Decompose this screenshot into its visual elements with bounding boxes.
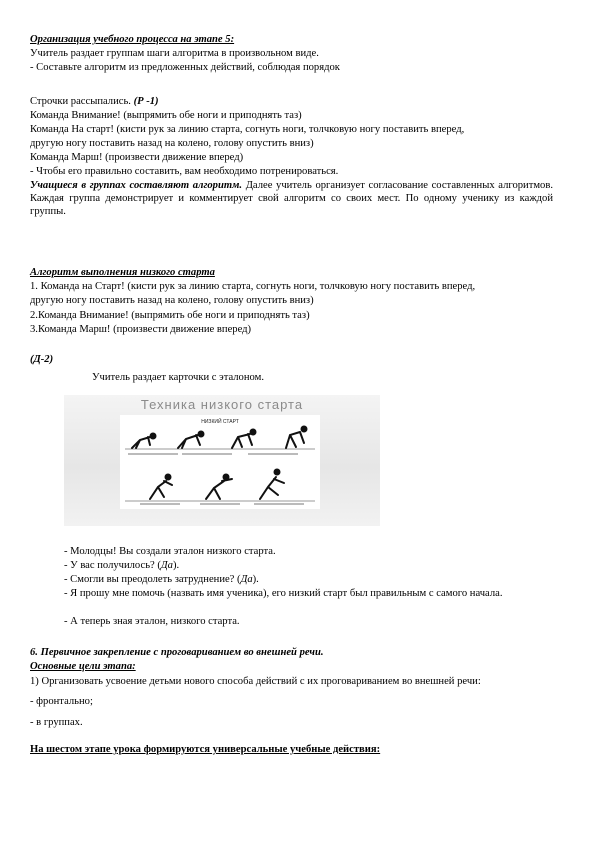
card-heading: НИЗКИЙ СТАРТ	[201, 419, 239, 425]
dialogue-line3-end: ).	[252, 574, 259, 585]
stage5-heading: Организация учебного процесса на этапе 5:	[30, 34, 235, 45]
low-start-diagram	[120, 415, 320, 509]
dialogue-line3-answer: Да	[240, 574, 253, 585]
dialogue-line5: - А теперь зная эталон, низкого старта.	[64, 616, 240, 627]
stage5-line1: Учитель раздает группам шаги алгоритма в произвольном виде.	[30, 48, 319, 59]
dialogue-line2	[64, 559, 179, 572]
dialogue-line2-text: - У вас получилось? (	[64, 560, 161, 571]
group-work-bold: Учащиеся в группах составляют алгоритм.	[30, 180, 243, 191]
stage6-goal3: - в группах.	[30, 717, 83, 728]
algorithm-step1a: 1. Команда на Старт! (кисти рук за линию старта, согнуть ноги, толчковую ногу поставить вперед,	[30, 281, 476, 292]
scrambled-line3: другую ногу поставить назад на колено, голову опустить вниз)	[30, 138, 314, 149]
d2-cards-line: Учитель раздает карточки с эталоном.	[92, 372, 264, 383]
dialogue-line1: - Молодцы! Вы создали эталон низкого старта.	[64, 546, 276, 557]
algorithm-step1b: другую ногу поставить назад на колено, голову опустить вниз)	[30, 295, 314, 306]
group-work-rest: Далее учитель организует согласование составленных алгоритмов. Каждая группа демонстрирует и комментирует свой алгоритм со своих мест. По одному ученику из каждой группы.	[30, 180, 553, 217]
scrambled-line5: - Чтобы его правильно составить, вам необходимо потренироваться.	[30, 166, 339, 177]
algorithm-step2: 2.Команда Внимание! (выпрямить обе ноги и приподнять таз)	[30, 310, 310, 321]
algorithm-step3: 3.Команда Марш! (произвести движение вперед)	[30, 324, 252, 335]
stage5-line2: - Составьте алгоритм из предложенных действий, соблюдая порядок	[30, 62, 340, 73]
scrambled-title-code: (Р -1)	[133, 96, 159, 107]
dialogue-line4: - Я прошу мне помочь (назвать имя ученика), его низкий старт был правильным с самого начала.	[64, 588, 503, 599]
figure-title: Техника низкого старта	[140, 397, 304, 412]
group-work-paragraph	[30, 179, 553, 218]
scrambled-line2: Команда На старт! (кисти рук за линию старта, согнуть ноги, толчковую ногу поставить вперед,	[30, 124, 465, 135]
stage6-heading: 6. Первичное закрепление с проговариванием во внешней речи.	[30, 647, 324, 658]
dialogue-line3-text: - Смогли вы преодолеть затруднение? (	[64, 574, 241, 585]
stage6-final: На шестом этапе урока формируются универсальные учебные действия:	[30, 744, 381, 755]
stage6-goal2: - фронтально;	[30, 696, 93, 707]
d2-code: (Д-2)	[30, 354, 54, 365]
figure-card	[120, 415, 320, 509]
scrambled-title-text: Строчки рассыпались.	[30, 96, 134, 107]
algorithm-heading: Алгоритм выполнения низкого старта	[30, 267, 215, 278]
stage6-goal1: 1) Организовать усвоение детьми нового способа действий с их проговариванием во внешней речи:	[30, 676, 481, 687]
stage6-goals: Основные цели этапа:	[30, 661, 136, 672]
dialogue-line2-end: ).	[172, 560, 180, 571]
dialogue-line3	[64, 573, 259, 586]
scrambled-line1: Команда Внимание! (выпрямить обе ноги и приподнять таз)	[30, 110, 302, 121]
scrambled-title	[30, 95, 159, 108]
low-start-figure	[64, 395, 380, 526]
scrambled-line4: Команда Марш! (произвести движение вперед)	[30, 152, 244, 163]
dialogue-line2-answer: Да	[160, 560, 173, 571]
